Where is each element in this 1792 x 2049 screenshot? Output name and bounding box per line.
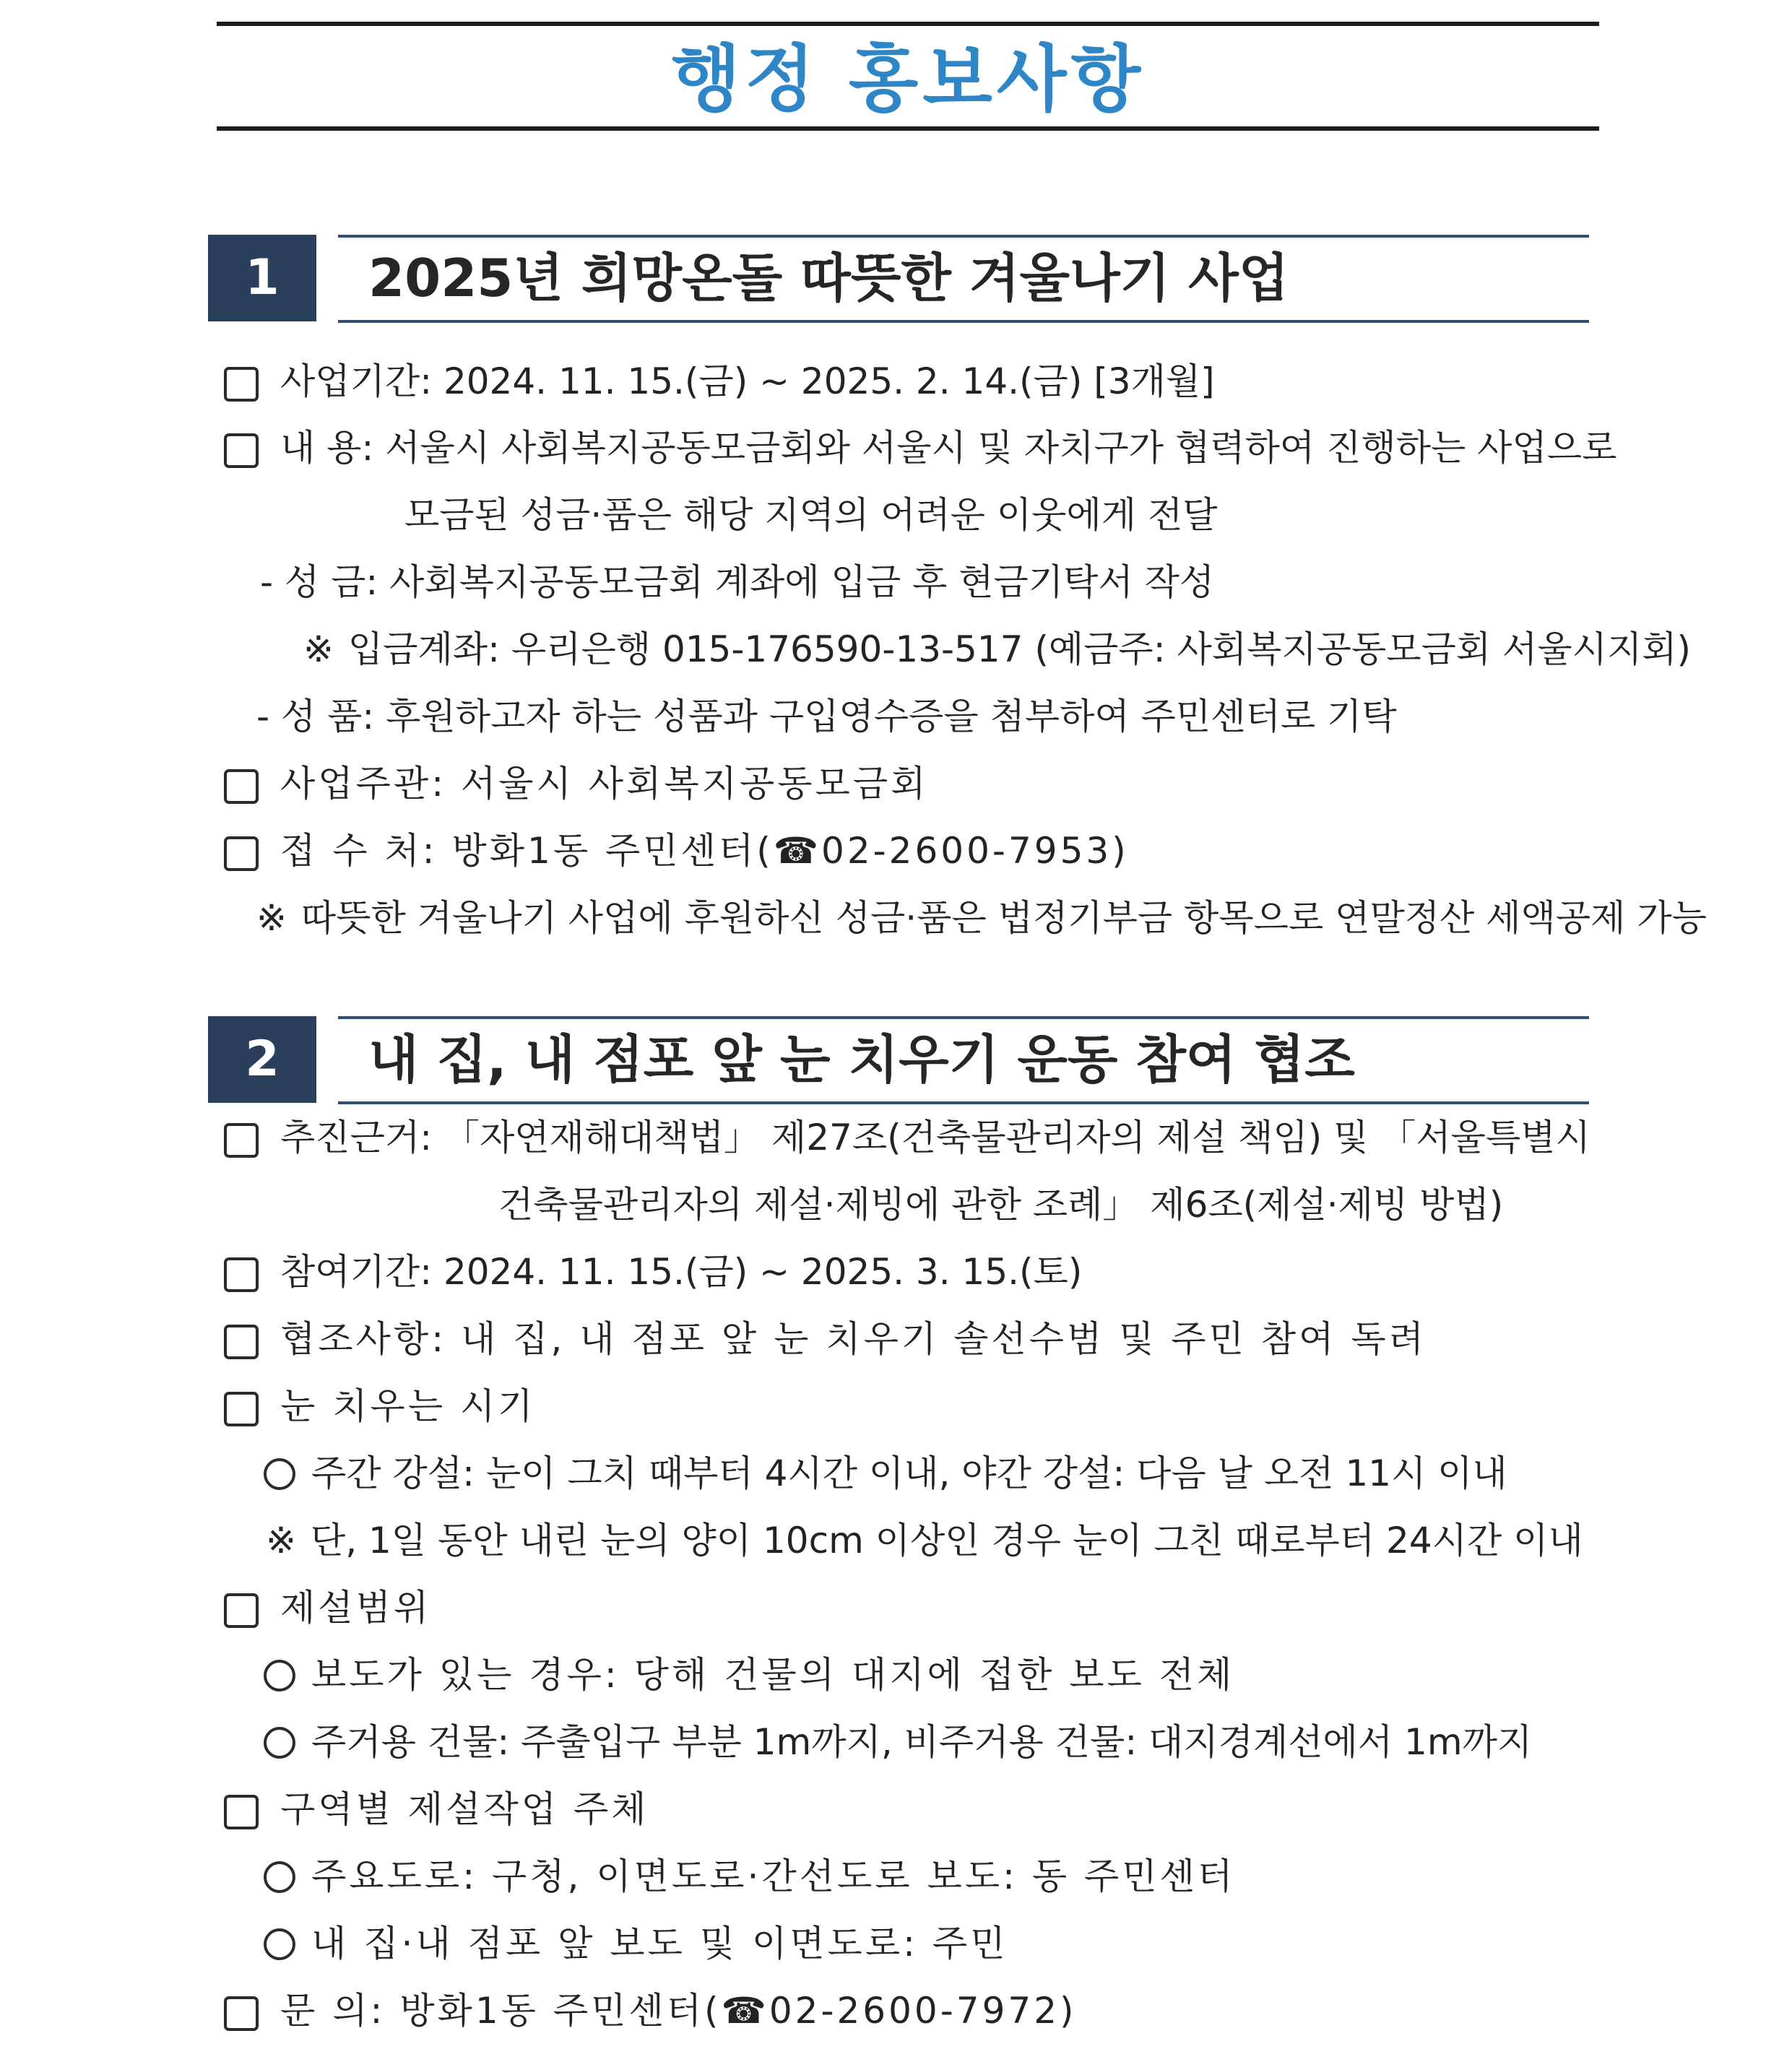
section-title: 2025년 희망온돌 따뜻한 겨울나기 사업 <box>368 248 1289 308</box>
checkbox-icon <box>224 769 259 804</box>
tax-deduction-text: 따뜻한 겨울나기 사업에 후원하신 성금·품은 법정기부금 항목으로 연말정산 세액공제 가능 <box>300 897 1707 939</box>
checkbox-icon <box>224 1325 259 1359</box>
page-title: 행정 홍보사항 <box>670 37 1146 121</box>
checkbox-icon <box>224 367 259 402</box>
removal-scope: 제설범위 <box>280 1587 432 1629</box>
checkbox-icon <box>224 1795 259 1829</box>
heavy-snow-note <box>266 1512 1583 1569</box>
circle-bullet-icon <box>264 1458 295 1490</box>
bank-account-text: 입금계좌: 우리은행 015-176590-13-517 (예금주: 사회복지공동모금회 서울시지회) <box>347 628 1692 670</box>
inquiry-contact: 문 의: 방화1동 주민센터(☎02-2600-7972) <box>280 1990 1077 2032</box>
checkbox-icon <box>224 1257 259 1292</box>
checkbox-icon <box>224 1996 259 2031</box>
residents-text: 내 집·내 점포 앞 보도 및 이면도로: 주민 <box>311 1923 1008 1964</box>
responsibility-residents <box>264 1915 1008 1972</box>
note-symbol-icon: ※ <box>266 1520 296 1561</box>
legal-basis-line-1: 추진근거: 「자연재해대책법」 제27조(건축물관리자의 제설 책임) 및 「서울특별시 <box>280 1117 1590 1158</box>
area-responsibility: 구역별 제설작업 주체 <box>280 1788 649 1830</box>
scope-sidewalk <box>264 1646 1234 1704</box>
timing-detail-text: 주간 강설: 눈이 그치 때부터 4시간 이내, 야간 강설: 다음 날 오전 11시 이내 <box>311 1452 1507 1494</box>
scope-buildings <box>264 1713 1532 1771</box>
circle-bullet-icon <box>264 1861 295 1893</box>
checkbox-icon <box>224 1123 259 1158</box>
checkbox-icon <box>224 1392 259 1426</box>
heavy-snow-text: 단, 1일 동안 내린 눈의 양이 10cm 이상인 경우 눈이 그친 때로부터 24시간 이내 <box>310 1520 1583 1561</box>
circle-bullet-icon <box>264 1660 295 1691</box>
organizer: 사업주관: 서울시 사회복지공동모금회 <box>280 763 929 805</box>
participation-period: 참여기간: 2024. 11. 15.(금) ~ 2025. 3. 15.(토) <box>280 1251 1083 1293</box>
responsibility-main-road <box>264 1847 1235 1905</box>
circle-bullet-icon <box>264 1928 295 1960</box>
snow-removal-timing: 눈 치우는 시기 <box>280 1385 536 1427</box>
content-line-2: 모금된 성금·품은 해당 지역의 어려운 이웃에게 전달 <box>404 494 1218 536</box>
checkbox-icon <box>224 836 259 871</box>
scope-buildings-text: 주거용 건물: 주출입구 부분 1m까지, 비주거용 건물: 대지경계선에서 1m까지 <box>311 1721 1533 1763</box>
note-symbol-icon: ※ <box>256 897 287 939</box>
legal-basis-line-2: 건축물관리자의 제설·제빙에 관한 조례」 제6조(제설·제빙 방법) <box>498 1184 1504 1226</box>
donation-goods: - 성 품: 후원하고자 하는 성품과 구입영수증을 첨부하여 주민센터로 기탁 <box>256 696 1397 737</box>
main-road-text: 주요도로: 구청, 이면도로·간선도로 보도: 동 주민센터 <box>311 1855 1236 1897</box>
section-title: 내 집, 내 점포 앞 눈 치우기 운동 참여 협조 <box>368 1029 1355 1090</box>
cooperation-items: 협조사항: 내 집, 내 점포 앞 눈 치우기 솔선수범 및 주민 참여 독려 <box>280 1318 1427 1360</box>
checkbox-icon <box>224 433 259 468</box>
section-2-header <box>208 1016 1589 1110</box>
section-number: 1 <box>208 235 316 321</box>
donation-money: - 성 금: 사회복지공동모금회 계좌에 입금 후 현금기탁서 작성 <box>260 561 1215 603</box>
timing-detail <box>264 1444 1507 1502</box>
header-bottom-rule <box>217 126 1599 131</box>
content-line-1: 내 용: 서울시 사회복지공동모금회와 서울시 및 자치구가 협력하여 진행하는 사업으로 <box>280 427 1617 469</box>
checkbox-icon <box>224 1593 259 1628</box>
business-period: 사업기간: 2024. 11. 15.(금) ~ 2025. 2. 14.(금) [3개월] <box>280 360 1215 402</box>
section-bottom-line <box>338 320 1589 323</box>
scope-sidewalk-text: 보도가 있는 경우: 당해 건물의 대지에 접한 보도 전체 <box>311 1654 1235 1696</box>
header-top-rule <box>217 22 1599 26</box>
section-1-header <box>208 235 1589 329</box>
section-bottom-line <box>338 1101 1589 1104</box>
circle-bullet-icon <box>264 1727 295 1759</box>
reception-office: 접 수 처: 방화1동 주민센터(☎02-2600-7953) <box>280 830 1129 872</box>
bank-account <box>303 620 1691 678</box>
note-symbol-icon: ※ <box>303 628 334 670</box>
tax-deduction-note <box>256 889 1707 947</box>
section-number: 2 <box>208 1016 316 1103</box>
